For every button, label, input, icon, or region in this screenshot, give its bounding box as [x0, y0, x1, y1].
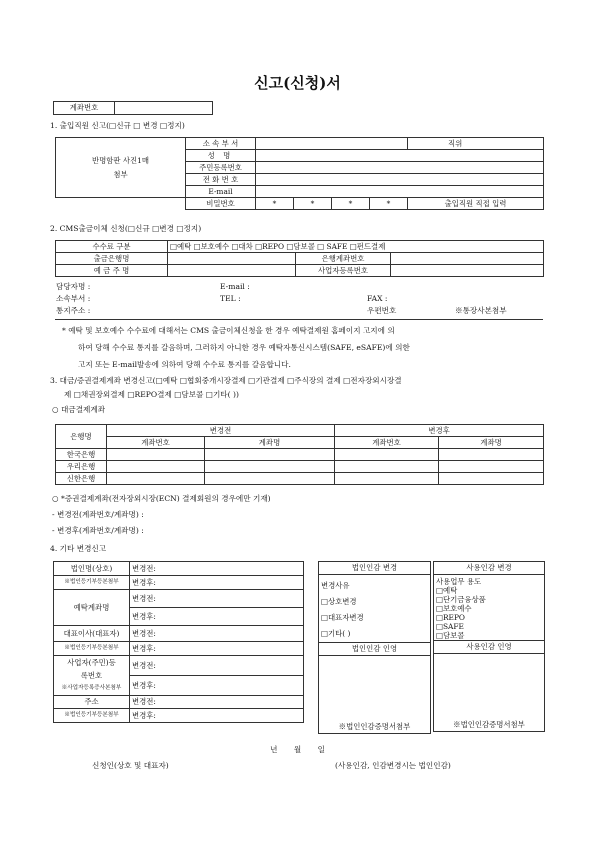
photo-label: 반명함판 사진1매 [91, 155, 150, 165]
corp-reg-note: ※법인등기부등본첨부 [54, 576, 130, 590]
biz-no-cell [54, 656, 130, 696]
before-acct-no-cell[interactable] [107, 449, 205, 461]
bank-label: 출금은행명 [56, 253, 168, 265]
use-opt-deposit[interactable]: □예탁 [436, 586, 458, 595]
before-acct-name-cell[interactable] [205, 473, 335, 485]
address-after[interactable]: 변경후: [130, 709, 304, 723]
bank-row-label: 한국은행 [56, 449, 107, 461]
account-no-label: 계좌번호 [54, 102, 115, 115]
use-purpose-cell [434, 575, 545, 641]
table-row [56, 473, 544, 485]
ceo-label: 대표이사(대표자) [54, 626, 130, 642]
after-acct-name-cell[interactable] [439, 473, 544, 485]
resident-no-label: 주민등록번호 [186, 162, 256, 174]
reason-opt-name[interactable]: □상호변경 [321, 597, 357, 606]
use-seal-area: ※법인인감증명서첨부 [434, 654, 545, 732]
after-acct-name-cell[interactable] [439, 461, 544, 473]
bank-name-header: 은행명 [56, 425, 107, 449]
ceo-after[interactable]: 변경후: [130, 642, 304, 656]
biz-no-after[interactable]: 변경후: [132, 680, 156, 690]
reason-opt-ceo[interactable]: □대표자변경 [321, 613, 364, 622]
s1-heading: 1. 출입직원 신고(□신규 □ 변경 □정지) [50, 121, 185, 130]
bank-account-label: 은행계좌번호 [296, 253, 391, 265]
use-opt-custody[interactable]: □보호예수 [436, 604, 472, 613]
s4-left-table [53, 561, 304, 723]
bank-row-label: 우리은행 [56, 461, 107, 473]
after-acct-no-header: 계좌번호 [335, 437, 439, 449]
seal-change-header: 법인인감 변경 [319, 562, 431, 575]
s3-securities-sub: ○ *증권결제계좌(전자장외시장(ECN) 결제회원의 경우에만 기재) [52, 494, 271, 503]
biz-no-label-2: 록번호 [80, 671, 103, 680]
fax-label: FAX : [367, 294, 388, 303]
account-no-box [53, 101, 213, 115]
biz-no-field[interactable] [391, 265, 544, 277]
s1-table [55, 137, 544, 210]
after-acct-no-cell[interactable] [335, 473, 439, 485]
resident-no-field[interactable] [256, 162, 544, 174]
tel-label: TEL : [220, 294, 241, 303]
s2-table [55, 240, 544, 277]
before-acct-name-header: 계좌명 [205, 437, 335, 449]
applicant-label: 신청인(상호 및 대표자) [92, 761, 169, 770]
s3-line-after: - 변경후(계좌번호/계좌명) : [52, 526, 144, 535]
use-opt-short-term[interactable]: □단기금융상품 [436, 595, 486, 604]
address-reg-note: ※법인등기부등본첨부 [54, 709, 130, 723]
fee-type-label: 수수료 구분 [56, 241, 168, 253]
contact-email-label: E-mail : [220, 282, 250, 291]
s3-table [55, 424, 544, 485]
corp-name-before[interactable]: 변경전: [130, 562, 304, 576]
corp-name-label: 법인명(상호) [54, 562, 130, 576]
corp-name-after[interactable]: 변경후: [130, 576, 304, 590]
s2-note-3: 고지 또는 E-mail발송에 의하여 당해 수수료 통지를 갈음합니다. [78, 360, 291, 369]
before-acct-no-cell[interactable] [107, 473, 205, 485]
notify-address-label: 통지주소 : [56, 306, 91, 315]
s2-contact-block [55, 282, 543, 320]
use-purpose-label: 사용업무 용도 [436, 577, 482, 586]
biz-doc-note: ※사업자등록증사본첨부 [61, 685, 122, 691]
direct-input-note: 출입직원 직접 입력 [408, 198, 544, 210]
deposit-acct-after[interactable]: 변경후: [130, 608, 304, 626]
password-label: 비밀번호 [186, 198, 256, 210]
use-seal-header: 사용인감 변경 [434, 562, 545, 575]
corp-seal-area: ※법인인감증명서첨부 [319, 656, 431, 734]
passbook-note: ※통장사본첨부 [455, 306, 507, 315]
bank-account-field[interactable] [391, 253, 544, 265]
phone-field[interactable] [256, 174, 544, 186]
deposit-acct-before[interactable]: 변경전: [130, 590, 304, 608]
s2-note-2: 하여 당해 수수료 통지를 갈음하며, 그러하지 아니한 경우 예탁자통신시스템(SAFE, eSAFE)에 의한 [78, 343, 410, 352]
bank-field[interactable] [168, 253, 296, 265]
bank-row-label: 신한은행 [56, 473, 107, 485]
email-label: E-mail [186, 186, 256, 198]
before-acct-no-header: 계좌번호 [107, 437, 205, 449]
account-no-field[interactable] [115, 102, 213, 115]
before-acct-no-cell[interactable] [107, 461, 205, 473]
seal-note: (사용인감, 인감변경시는 법인인감) [335, 761, 451, 770]
s3-heading-2: 제 □채권장외결제 □REPO결제 □담보콜 □기타( )) [64, 390, 239, 399]
holder-field[interactable] [168, 265, 296, 277]
holder-label: 예 금 주 명 [56, 265, 168, 277]
address-label: 주소 [54, 696, 130, 709]
zip-label: 우편번호 [367, 306, 397, 315]
before-acct-name-cell[interactable] [205, 461, 335, 473]
s3-cash-sub: ○ 대금결제계좌 [52, 405, 106, 414]
biz-no-before[interactable]: 변경전: [130, 657, 303, 676]
dept-label: 소 속 부 서 [186, 138, 256, 150]
pw-digit-4[interactable]: * [370, 198, 408, 210]
table-row [56, 449, 544, 461]
page-title: 신고(신청)서 [254, 74, 341, 92]
date-line: 년 월 일 [270, 745, 325, 754]
address-before[interactable]: 변경전: [130, 696, 304, 709]
s4-use-seal-table [433, 561, 545, 732]
dept-field[interactable] [256, 138, 408, 150]
after-acct-no-cell[interactable] [335, 449, 439, 461]
manager-label: 담당자명 : [56, 282, 91, 291]
before-acct-name-cell[interactable] [205, 449, 335, 461]
s3-line-before: - 변경전(계좌번호/계좌명) : [52, 510, 144, 519]
ceo-reg-note: ※법인등기부등본첨부 [54, 642, 130, 656]
s4-heading: 4. 기타 변경신고 [50, 544, 107, 553]
biz-no-label-1: 사업자(주민)등 [67, 658, 116, 667]
corp-seal-header: 법인인감 인영 [319, 643, 431, 656]
email-field[interactable] [256, 186, 544, 198]
contact-dept-label: 소속부서 : [56, 294, 91, 303]
photo-area [56, 138, 186, 198]
s2-heading: 2. CMS출금이체 신청(□신규 □변경 □정지) [50, 224, 202, 233]
ceo-before[interactable]: 변경전: [130, 626, 304, 642]
name-field[interactable] [256, 150, 544, 162]
reason-opt-other[interactable]: □기타( ) [321, 629, 351, 638]
position-label: 직위 [408, 138, 544, 150]
reason-label: 변경사유 [321, 581, 350, 590]
use-opt-call[interactable]: □담보콜 [436, 631, 465, 640]
use-seal-imprint-header: 사용인감 인영 [434, 641, 545, 654]
seal-reason-cell [319, 575, 431, 643]
deposit-acct-label: 예탁계좌명 [54, 590, 130, 626]
after-acct-name-cell[interactable] [439, 449, 544, 461]
table-row [56, 461, 544, 473]
after-acct-no-cell[interactable] [335, 461, 439, 473]
biz-no-label: 사업자등록번호 [296, 265, 391, 277]
s3-heading-1: 3. 대금/증권결제계좌 변경신고(□예탁 □협회중개시장결제 □기관결제 □주식장의 결제 □전자장외시장결 [50, 376, 402, 385]
pw-digit-3[interactable]: * [332, 198, 370, 210]
after-header: 변경후 [335, 425, 544, 437]
s4-seal-table [318, 561, 431, 734]
photo-label-2: 첨부 [113, 169, 128, 179]
s2-note-1: * 예탁 및 보호예수 수수료에 대해서는 CMS 출금이체신청을 한 경우 예탁결제원 홈페이지 고지에 의 [62, 326, 395, 335]
use-opt-repo[interactable]: □REPO [436, 613, 465, 622]
phone-label: 전 화 번 호 [186, 174, 256, 186]
pw-digit-1[interactable]: * [256, 198, 294, 210]
use-opt-safe[interactable]: □SAFE [436, 622, 464, 631]
after-acct-name-header: 계좌명 [439, 437, 544, 449]
name-label: 성 명 [186, 150, 256, 162]
pw-digit-2[interactable]: * [294, 198, 332, 210]
fee-options[interactable]: □예탁 □보호예수 □대차 □REPO □담보콜 □ SAFE □펀드결제 [168, 241, 544, 253]
before-header: 변경전 [107, 425, 335, 437]
biz-no-values [130, 656, 304, 696]
